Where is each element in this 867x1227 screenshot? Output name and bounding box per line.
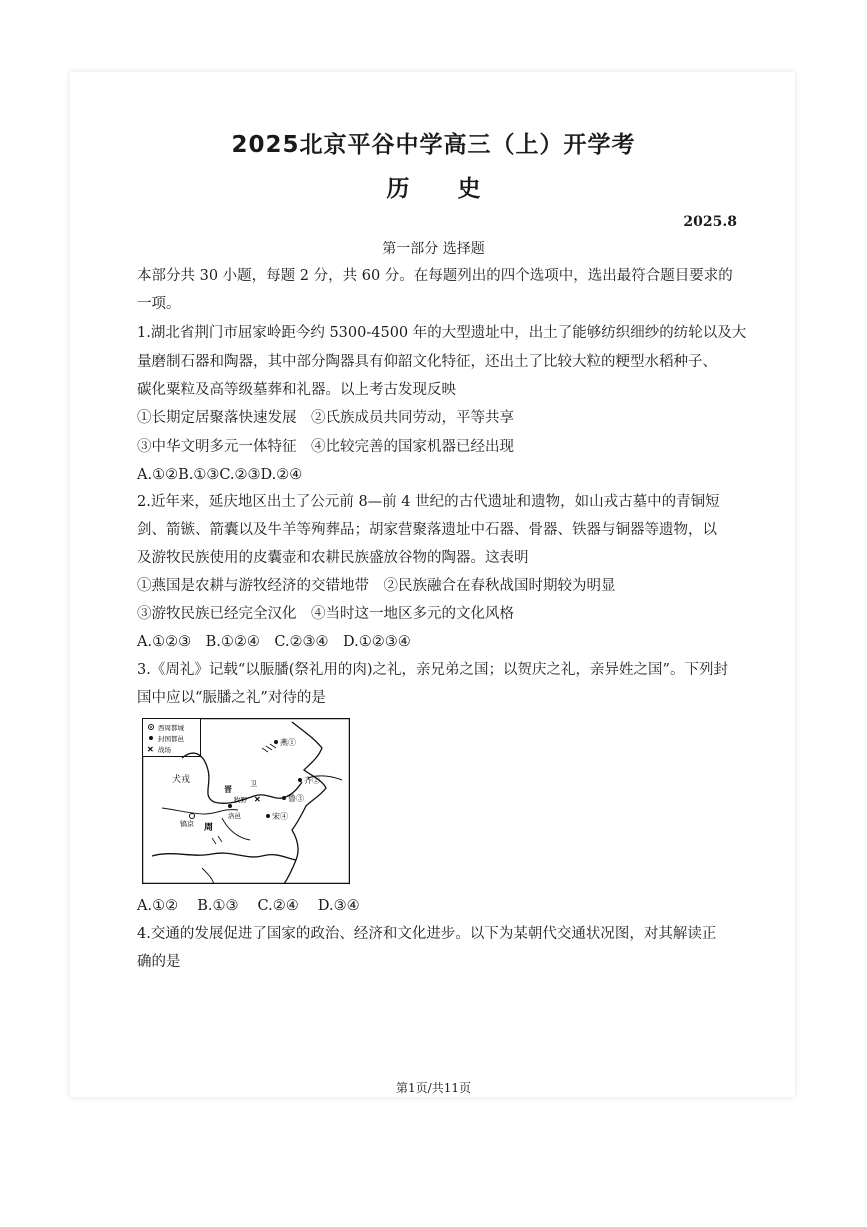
- legend-label: 西周都城: [158, 724, 184, 732]
- map-label-haojing: 镐京: [180, 820, 194, 828]
- question-3-stem: 3.《周礼》记载“以脤膰(祭礼用的肉)之礼，亲兄弟之国；以贺庆之礼，亲异姓之国”。下列封: [137, 662, 728, 678]
- exam-title: 2025北京平谷中学高三（上）开学考: [231, 132, 636, 158]
- legend-label: 封国都邑: [158, 735, 184, 743]
- western-zhou-map: [142, 718, 350, 884]
- map-label-qi: 齐②: [304, 776, 320, 785]
- question-3-stem: 国中应以“脤膰之礼”对待的是: [137, 690, 326, 706]
- question-1-stem: 碳化粟粒及高等级墓葬和礼器。以上考古发现反映: [137, 382, 456, 398]
- map-label-wei: 卫: [250, 780, 257, 788]
- map-label-muye: 牧野: [234, 796, 247, 804]
- intro-line: 本部分共 30 小题，每题 2 分，共 60 分。在每题列出的四个选项中，选出最符合题目要求的: [137, 268, 733, 284]
- question-1-stem: 1.湖北省荆门市屈家岭距今约 5300-4500 年的大型遗址中，出土了能够纺织细纱的纺轮以及大: [137, 325, 747, 341]
- map-label-yan: 燕①: [280, 738, 296, 747]
- question-1-stem: 量磨制石器和陶器，其中部分陶器具有仰韶文化特征，还出土了比较大粒的粳型水稻种子、: [137, 354, 717, 370]
- legend-label: 战场: [158, 746, 171, 754]
- question-2-option: ①燕国是农耕与游牧经济的交错地带 ②民族融合在春秋战国时期较为明显: [137, 578, 616, 594]
- page-number: 第1页/共11页: [396, 1081, 471, 1095]
- question-1-option: ①长期定居聚落快速发展 ②氏族成员共同劳动，平等共享: [137, 410, 514, 426]
- map-label-zhou: 周: [204, 823, 214, 833]
- map-label-jin: 晋: [224, 784, 232, 794]
- battlefield-legend-icon: ✕: [147, 744, 154, 754]
- question-2-stem: 及游牧民族使用的皮囊壶和农耕民族盛放谷物的陶器。这表明: [137, 550, 529, 566]
- question-2-choices: A.①②③ B.①②④ C.②③④ D.①②③④: [137, 634, 411, 650]
- question-2-stem: 剑、箭镞、箭囊以及牛羊等殉葬品；胡家营聚落遗址中石器、骨器、铁器与铜器等遗物，以: [137, 522, 717, 538]
- map-label-luoyi: 洛邑: [228, 812, 241, 820]
- question-4-stem: 4.交通的发展促进了国家的政治、经济和文化进步。以下为某朝代交通状况图，对其解读正: [137, 926, 717, 942]
- question-3-choices: A.①② B.①③ C.②④ D.③④: [137, 898, 360, 914]
- intro-line: 一项。: [137, 296, 181, 312]
- question-2-stem: 2.近年来，延庆地区出土了公元前 8—前 4 世纪的古代遗址和遗物，如山戎古墓中的青铜短: [137, 494, 720, 510]
- section-title: 第一部分 选择题: [382, 241, 485, 257]
- exam-date: 2025.8: [683, 214, 737, 230]
- city-legend-icon: [149, 736, 153, 740]
- battlefield-icon: ✕: [254, 794, 261, 804]
- map-label-song: 宋④: [272, 812, 288, 821]
- map-label-lu: 鲁③: [288, 794, 304, 803]
- subject-title: 历 史: [386, 176, 481, 202]
- question-4-stem: 确的是: [137, 954, 181, 970]
- question-1-option: ③中华文明多元一体特征 ④比较完善的国家机器已经出现: [137, 439, 514, 455]
- question-1-choices: A.①②B.①③C.②③D.②④: [137, 467, 303, 483]
- question-2-option: ③游牧民族已经完全汉化 ④当时这一地区多元的文化风格: [137, 606, 514, 622]
- map-label-rong: 犬戎: [172, 775, 191, 785]
